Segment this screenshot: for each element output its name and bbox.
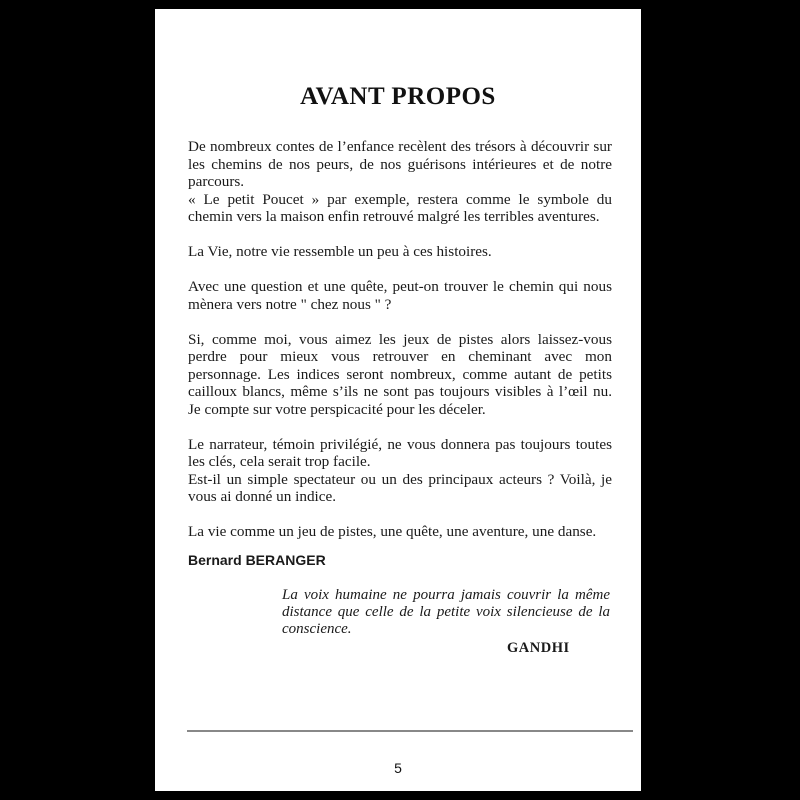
text-line: Avec une question et une quête, peut-on trouver le chemin qui nous (188, 278, 612, 295)
text-line: De nombreux contes de l’enfance recèlent des trésors à découvrir sur (188, 138, 612, 155)
text-line: Est-il un simple spectateur ou un des principaux acteurs ? Voilà, je (188, 470, 612, 488)
text-line: vous ai donné un indice. (188, 488, 337, 505)
quote-author: GANDHI (507, 640, 570, 656)
foreword-body (188, 138, 612, 541)
paragraph-gap (188, 261, 612, 279)
text-line: chemin vers la maison enfin retrouvé malgré les terribles aventures. (188, 208, 600, 225)
text-line: les chemins de nos peurs, de nos guérisons intérieures et de notre (188, 155, 612, 173)
paragraph-clues (188, 331, 612, 419)
paragraph-question (188, 278, 612, 313)
paragraph-gap (188, 226, 612, 244)
text-line: mènera vers notre " chez nous " ? (188, 295, 392, 313)
text-line: Le narrateur, témoin privilégié, ne vous donnera pas toujours toutes (188, 435, 612, 453)
paragraph-intro (188, 138, 612, 226)
text-line: cailloux blancs, même s’ils ne sont pas toujours visibles à l’œil nu. (188, 383, 612, 400)
text-line: « Le petit Poucet » par exemple, restera comme le symbole du (188, 190, 612, 208)
paragraph-closing (188, 523, 612, 541)
paragraph-narrator (188, 436, 612, 506)
text-line: Je compte sur votre perspicacité pour les déceler. (188, 400, 486, 418)
quote-line: La voix humaine ne pourra jamais couvrir la même (282, 587, 610, 603)
paragraph-gap (188, 506, 612, 524)
paragraph-gap (188, 418, 612, 436)
text-line: La vie comme un jeu de pistes, une quête, une aventure, une danse. (188, 523, 597, 540)
footer-divider (187, 730, 633, 732)
text-line: Si, comme moi, vous aimez les jeux de pistes alors laissez-vous (188, 330, 612, 348)
paragraph-life (188, 243, 612, 261)
page-number: 5 (394, 760, 402, 776)
epigraph-quote (282, 587, 610, 638)
text-line: parcours. (188, 173, 245, 190)
author-signature: Bernard BERANGER (188, 552, 326, 568)
quote-line: distance que celle de la petite voix silencieuse de la (282, 604, 610, 620)
quote-line: conscience. (282, 621, 352, 637)
page-title: AVANT PROPOS (300, 83, 496, 110)
book-page (155, 9, 641, 791)
text-line: les clés, cela serait trop facile. (188, 453, 371, 470)
paragraph-gap (188, 313, 612, 331)
text-line: La Vie, notre vie ressemble un peu à ces histoires. (188, 243, 492, 260)
text-line: personnage. Les indices seront nombreux, comme autant de petits (188, 365, 612, 383)
text-line: perdre pour mieux vous retrouver en cheminant avec mon (188, 348, 612, 365)
